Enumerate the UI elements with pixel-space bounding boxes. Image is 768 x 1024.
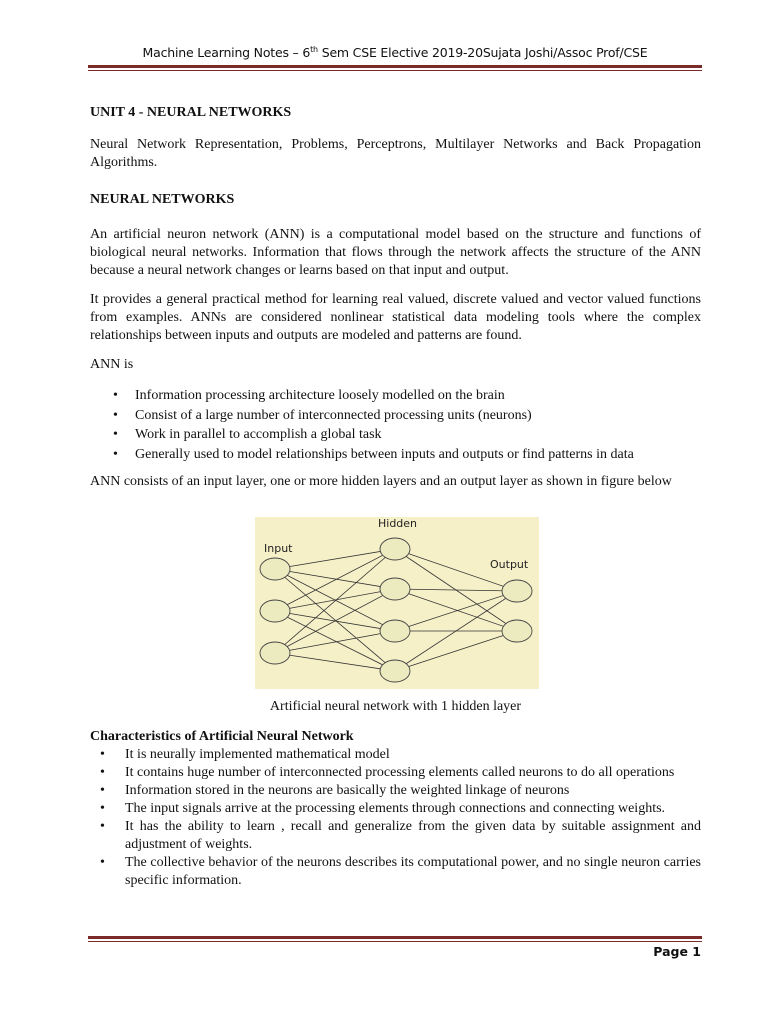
header-superscript: th: [310, 45, 318, 54]
list-item: • It contains huge number of interconnected processing elements called neurons to do all operations: [90, 764, 701, 782]
connection-line: [275, 549, 395, 569]
page-header: [90, 45, 700, 60]
page-content: [90, 104, 701, 491]
list-item: • Generally used to model relationships between inputs and outputs or find patterns in data: [90, 445, 701, 465]
neural-network-diagram: [255, 517, 539, 689]
list-item: • Information processing architecture loosely modelled on the brain: [90, 386, 701, 406]
hidden-neuron: [380, 578, 410, 600]
connection-line: [275, 569, 395, 589]
list-item: • It has the ability to learn , recall and generalize from the given data by suitable assignment and adjustment of weights.: [90, 818, 701, 854]
characteristics-list: [90, 746, 701, 890]
list-item: • The input signals arrive at the processing elements through connections and connecting weights.: [90, 800, 701, 818]
list-item: • It is neurally implemented mathematical model: [90, 746, 701, 764]
footer-rule-thin: [88, 941, 702, 942]
page-number: Page 1: [653, 944, 701, 959]
input-neuron: [260, 642, 290, 664]
connection-line: [395, 631, 517, 671]
unit-title: UNIT 4 - NEURAL NETWORKS: [90, 105, 292, 120]
ann-layers-paragraph: ANN consists of an input layer, one or more hidden layers and an output layer as shown in figure below: [90, 474, 672, 489]
connection-line: [275, 549, 395, 653]
ann-definition-paragraph: An artificial neuron network (ANN) is a computational model based on the structure and functions of biological neural networks. Information that flows through the network affects the structure of the ANN because a neural network changes or learns based on that input and output.: [90, 227, 701, 278]
header-rule-thin: [88, 70, 702, 71]
input-neuron: [260, 600, 290, 622]
connection-line: [275, 589, 395, 611]
output-neuron: [502, 580, 532, 602]
hidden-layer-label: Hidden: [378, 517, 418, 530]
connection-line: [275, 549, 395, 611]
ann-method-paragraph: It provides a general practical method for learning real valued, discrete valued and vector valued functions from examples. ANNs are considered nonlinear statistical data modeling tools where the complex relationships between inputs and outputs are modeled and patterns are found.: [90, 292, 701, 343]
list-item: • The collective behavior of the neurons describes its computational power, and no single neuron carries specific information.: [90, 854, 701, 890]
characteristics-title: Characteristics of Artificial Neural Network: [90, 729, 354, 744]
connection-line: [395, 589, 517, 591]
output-layer-label: Output: [490, 558, 529, 571]
output-neuron: [502, 620, 532, 642]
header-text-b: Sem CSE Elective 2019-20Sujata Joshi/Assoc Prof/CSE: [317, 45, 648, 61]
footer-rule-thick: [88, 936, 702, 939]
connection-line: [275, 631, 395, 653]
header-rule-thick: [88, 65, 702, 68]
input-neuron: [260, 558, 290, 580]
topics-paragraph: Neural Network Representation, Problems, Perceptrons, Multilayer Networks and Back Propagation Algorithms.: [90, 137, 701, 170]
figure-caption: Artificial neural network with 1 hidden layer: [269, 699, 522, 714]
neural-network-figure: [255, 517, 539, 689]
list-item: • Information stored in the neurons are basically the weighted linkage of neurons: [90, 782, 701, 800]
list-item: • Work in parallel to accomplish a global task: [90, 425, 701, 445]
list-item: • Consist of a large number of interconnected processing units (neurons): [90, 406, 701, 426]
ann-is-label: ANN is: [90, 357, 134, 372]
ann-points-list: [90, 386, 701, 464]
connection-line: [275, 589, 395, 653]
section-title: NEURAL NETWORKS: [90, 192, 235, 207]
hidden-neuron: [380, 538, 410, 560]
input-layer-label: Input: [264, 542, 293, 555]
network-connections: [275, 549, 517, 671]
characteristics-section: [90, 728, 701, 890]
hidden-neuron: [380, 620, 410, 642]
hidden-neuron: [380, 660, 410, 682]
header-text-a: Machine Learning Notes – 6: [142, 45, 311, 61]
